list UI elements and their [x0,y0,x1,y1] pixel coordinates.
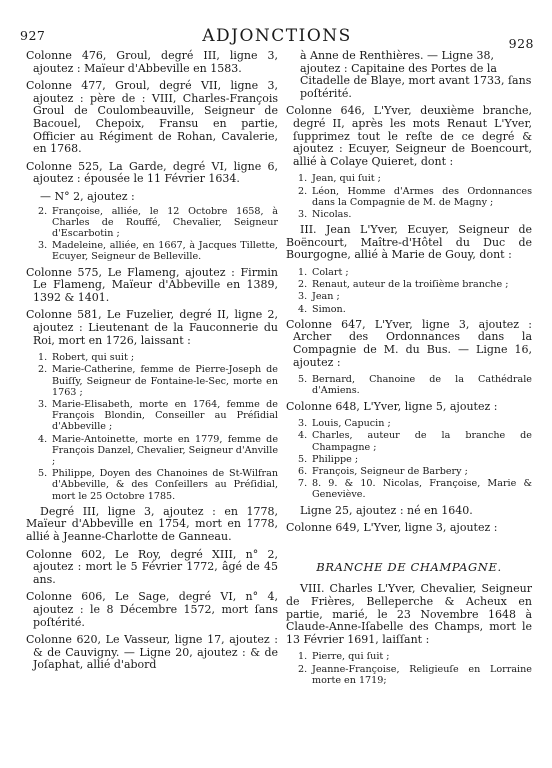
list-item-number: 2. [298,663,308,675]
list-item-number: 3. [298,208,308,220]
list-item [298,374,532,397]
entry-colonne-581: Colonne 581, Le Fuzelier, degré II, ligne 2, ajoutez : Lieutenant de la Fauconnerie du Roi, mort en 1726, laissant : [26,308,278,347]
list-item-text: Robert, qui suit ; [52,352,135,364]
list-item-number: 2. [298,185,308,197]
list-colonne-581 [26,352,278,502]
list-item-text: Françoise, alliée, le 12 Octobre 1658, à Charles de Rouffé, Chevalier, Seigneur d'Escarbotin ; [52,205,278,239]
list-item-number: 3. [298,291,308,303]
list-item-number: 1. [298,266,308,278]
list-item-number: 3. [38,398,48,410]
list-colonne-646 [286,173,532,220]
list-item [298,208,532,220]
list-item-number: 2. [38,364,48,376]
entry-colonne-575: Colonne 575, Le Flameng, ajoutez : Firmin Le Flameng, Maïeur d'Abbeville en 1389, 1392 & 1401. [26,265,278,304]
list-item-number: 4. [298,303,308,315]
entry-colonne-620: Colonne 620, Le Vasseur, ligne 17, ajoutez : & de Cauvigny. — Ligne 20, ajoutez : & de Joſaphat, allié d'abord [26,633,278,672]
entry-continuation: à Anne de Renthières. — Ligne 38, ajoutez : Capitaine des Portes de la Citadelle de Blaye, mort avant 1733, ſans poſtérité. [300,49,532,100]
list-item-text: Madeleine, alliée, en 1667, à Jacques Tillette, Ecuyer, Seigneur de Belleville. [52,240,278,263]
list-colonne-648 [286,418,532,500]
list-item-number: 3. [38,240,48,252]
list-item [298,303,532,315]
list-item-number: 5. [298,374,308,386]
list-item-number: 7. [298,478,308,490]
list-item-text: Renaut, auteur de la troiſième branche ; [312,279,509,291]
entry-colonne-477: Colonne 477, Groul, degré VII, ligne 3, ajoutez : père de : VIII, Charles-François Groul de Coulombeauville, Seigneur de Bacouel, Chepoix, Fransu en partie, Officier au Régiment de Rohan, Cavalerie, en 1768. [26,79,278,156]
left-page-number: 927 [20,28,46,43]
list-item [38,352,278,364]
right-page-number: 928 [508,36,534,51]
list-item [298,453,532,465]
list-colonne-646-degre-3 [286,267,532,315]
list-item-number: 2. [298,279,308,291]
list-item [298,173,532,185]
list-item-text: 8. 9. & 10. Nicolas, Françoise, Marie & Geneviève. [312,478,532,501]
entry-colonne-649: Colonne 649, L'Yver, ligne 3, ajoutez : [286,521,498,535]
entry-colonne-647: Colonne 647, L'Yver, ligne 3, ajoutez : Archer des Ordonnances dans la Compagnie de M. du Bus. — Ligne 16, ajoutez : [286,317,532,369]
list-item-text: Marie-Catherine, femme de Pierre-Joseph de Buiſſy, Seigneur de Fontaine-le-Sec, morte en 1763 ; [52,364,278,398]
list-item-text: Nicolas. [312,208,352,220]
list-item-number: 5. [298,453,308,465]
list-item [38,433,278,468]
entry-colonne-476: Colonne 476, Groul, degré III, ligne 3, ajoutez : Maïeur d'Abbeville en 1583. [26,49,278,75]
list-item [38,398,278,433]
list-item [38,240,278,263]
page-header [20,26,534,51]
list-item-text: François, Seigneur de Barbery ; [312,465,468,477]
entry-colonne-606: Colonne 606, Le Sage, degré VI, n° 4, ajoutez : le 8 Décembre 1572, mort ſans poſtérité. [26,590,278,629]
list-item-text: Jeanne-Françoise, Religieuſe en Lorraine morte en 1719; [312,663,532,686]
list-item-text: Colart ; [312,266,349,278]
list-item [298,291,532,303]
list-item [298,266,532,278]
list-item [298,478,532,501]
list-item-text: Philippe, Doyen des Chanoines de St-Wilfran d'Abbeville, & des Conſeillers au Préſidial, mort le 25 Octobre 1785. [52,468,278,502]
list-item-text: Pierre, qui ſuit ; [312,651,390,663]
list-item-number: 2. [38,205,48,217]
list-item-number: 3. [298,418,308,430]
list-item [38,364,278,398]
list-item-text: Jean, qui ſuit ; [312,173,381,185]
right-column [286,50,532,690]
list-item-text: Marie-Antoinette, morte en 1779, femme de François Danzel, Chevalier, Seigneur d'Anville ; [52,433,278,467]
list-colonne-647 [286,374,532,396]
list-item-number: 5. [38,468,48,480]
list-item [38,205,278,240]
entry-colonne-525-n2: — N° 2, ajoutez : [40,189,135,203]
list-item [298,465,532,477]
page-title: ADJONCTIONS [202,26,352,46]
list-item-number: 1. [298,651,308,663]
list-item [298,651,532,663]
section-heading-branche-champagne: BRANCHE DE CHAMPAGNE. [316,559,502,574]
entry-colonne-581-degre-3: Degré III, ligne 3, ajoutez : en 1778, Maïeur d'Abbeville en 1754, mort en 1778, allié à Jeanne-Charlotte de Ganneau. [26,504,278,543]
entry-colonne-525: Colonne 525, La Garde, degré VI, ligne 6, ajoutez : épousée le 11 Février 1634. [26,159,278,186]
list-item-number: 4. [38,433,48,445]
list-item-text: Simon. [312,303,346,315]
list-item [298,663,532,686]
list-item [38,468,278,502]
entry-colonne-648: Colonne 648, L'Yver, ligne 5, ajoutez : [286,399,498,413]
entry-degre-viii: VIII. Charles L'Yver, Chevalier, Seigneur de Frières, Belleperche & Acheux en partie, marié, le 23 Novembre 1648 à Claude-Anne-Iſabelle des Champs, mort le 13 Février 1691, laiſſant : [286,582,532,646]
list-item-number: 1. [298,173,308,185]
list-item-text: Bernard, Chanoine de la Cathédrale d'Amiens. [312,374,532,397]
list-item [298,418,532,430]
list-item [298,430,532,453]
entry-colonne-646: Colonne 646, L'Yver, deuxième branche, degré II, après les mots Renaut L'Yver, ſupprimez tout le reſte de ce degré & ajoutez : Ecuyer, Seigneur de Boencourt, allié à Colaye Quieret, dont : [286,104,532,168]
list-item [298,185,532,208]
list-item-number: 4. [298,430,308,442]
list-item-text: Charles, auteur de la branche de Champagne ; [312,430,532,453]
list-item-text: Philippe ; [312,453,359,465]
list-item [298,279,532,291]
entry-colonne-646-degre-3: III. Jean L'Yver, Ecuyer, Seigneur de Boëncourt, Maître-d'Hôtel du Duc de Bourgogne, allié à Marie de Gouy, dont : [286,223,532,262]
list-item-text: Jean ; [312,291,340,303]
entry-colonne-648-ligne-25: Ligne 25, ajoutez : né en 1640. [300,503,473,517]
list-item-text: Marie-Elisabeth, morte en 1764, femme de François Blondin, Conseiller au Préſidial d'Abbeville ; [52,398,278,433]
entry-colonne-602: Colonne 602, Le Roy, degré XIII, n° 2, ajoutez : mort le 5 Février 1772, âgé de 45 ans. [26,547,278,586]
left-column [26,50,278,677]
list-degre-viii [286,651,532,686]
list-item-text: Louis, Capucin ; [312,418,391,430]
list-item-text: Léon, Homme d'Armes des Ordonnances dans la Compagnie de M. de Magny ; [312,185,532,208]
list-item-number: 1. [38,352,48,364]
list-item-number: 6. [298,465,308,477]
list-colonne-525 [26,206,278,263]
